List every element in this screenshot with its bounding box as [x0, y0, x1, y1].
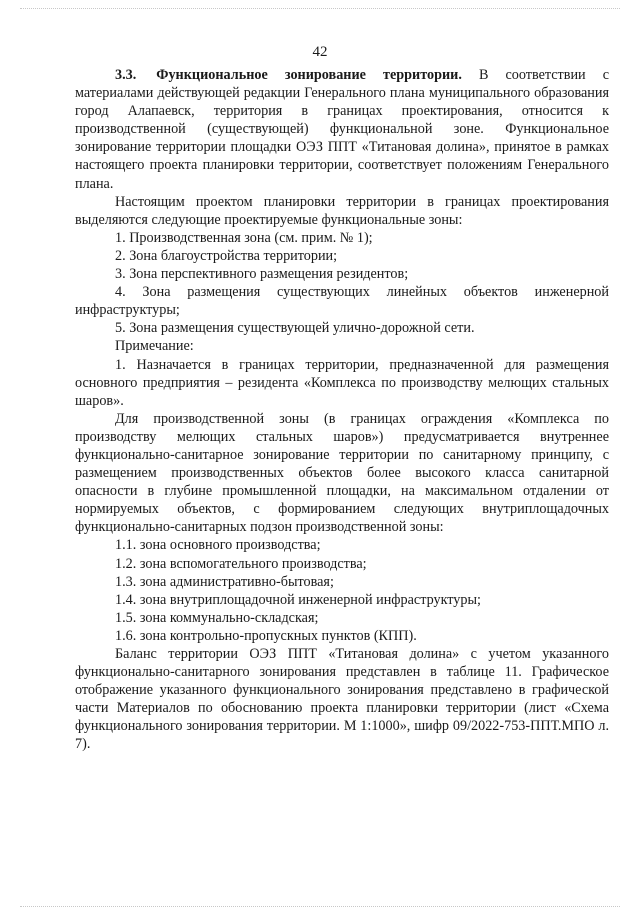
section-number: 3.3. — [115, 67, 137, 83]
subzone-item: 1.4. зона внутриплощадочной инженерной инфраструктуры; — [115, 591, 481, 608]
subzone-item: 1.2. зона вспомогательного производства; — [115, 555, 367, 572]
scan-edge-top — [20, 8, 620, 9]
note-label: Примечание: — [115, 338, 194, 355]
scan-edge-bottom — [20, 906, 620, 907]
section-paragraph — [75, 66, 609, 193]
balance-paragraph: Баланс территории ОЭЗ ППТ «Титановая долина» с учетом указанного функционально-санитарного зонирования представлен в таблице 11. Графическое отображение указанного функционального зонирования представлено в графической части Материалов по обоснованию проекта планировки территории (лист «Схема функционального зонирования территории. М 1:1000», шифр 09/2022-753-ППТ.МПО л. 7). — [75, 646, 609, 753]
zone-item: 1. Производственная зона (см. прим. № 1); — [115, 229, 373, 246]
zone-item: 3. Зона перспективного размещения резидентов; — [115, 266, 409, 283]
note-text: 1. Назначается в границах территории, предназначенной для размещения основного предприятия – резидента «Комплекса по производству мелющих стальных шаров». — [75, 356, 609, 409]
subzone-item: 1.1. зона основного производства; — [115, 537, 321, 554]
subzone-item: 1.6. зона контрольно-пропускных пунктов (КПП). — [115, 627, 417, 644]
subzone-item: 1.5. зона коммунально-складская; — [115, 609, 319, 626]
section-title: Функциональное зонирование территории. — [156, 67, 462, 83]
section-intro-text: В соответствии с материалами действующей редакции Генерального плана муниципального образования город Алапаевск, территория в границах проектирования, относится к производственной (существующей) функциональной зоне. Функциональное зонирование территории площадки ОЭЗ ППТ «Титановая долина», принятое в рамках настоящего проекта планировки территории, соответствует положениям Генерального плана. — [75, 67, 609, 192]
zone-item: 2. Зона благоустройства территории; — [115, 247, 338, 264]
subzones-intro: Для производственной зоны (в границах ограждения «Комплекса по производству мелющих стальных шаров») предусматривается внутреннее функционально-санитарное зонирование территории по санитарному принципу, с размещением производственных объектов более высокого класса санитарной опасности в глубине промышленной площадки, на максимальном отдалении от нормируемых объектов, с формированием следующих внутриплощадочных функционально-санитарных подзон производственной зоны: — [75, 410, 609, 536]
document-body — [75, 66, 609, 754]
zones-intro: Настоящим проектом планировки территории в границах проектирования выделяются следующие проектируемые функциональные зоны: — [75, 193, 609, 228]
subzone-item: 1.3. зона административно-бытовая; — [115, 573, 334, 590]
zone-item: 5. Зона размещения существующей улично-дорожной сети. — [115, 320, 475, 337]
page-number: 42 — [312, 44, 328, 60]
zone-item: 4. Зона размещения существующих линейных объектов инженерной инфраструктуры; — [75, 284, 609, 319]
